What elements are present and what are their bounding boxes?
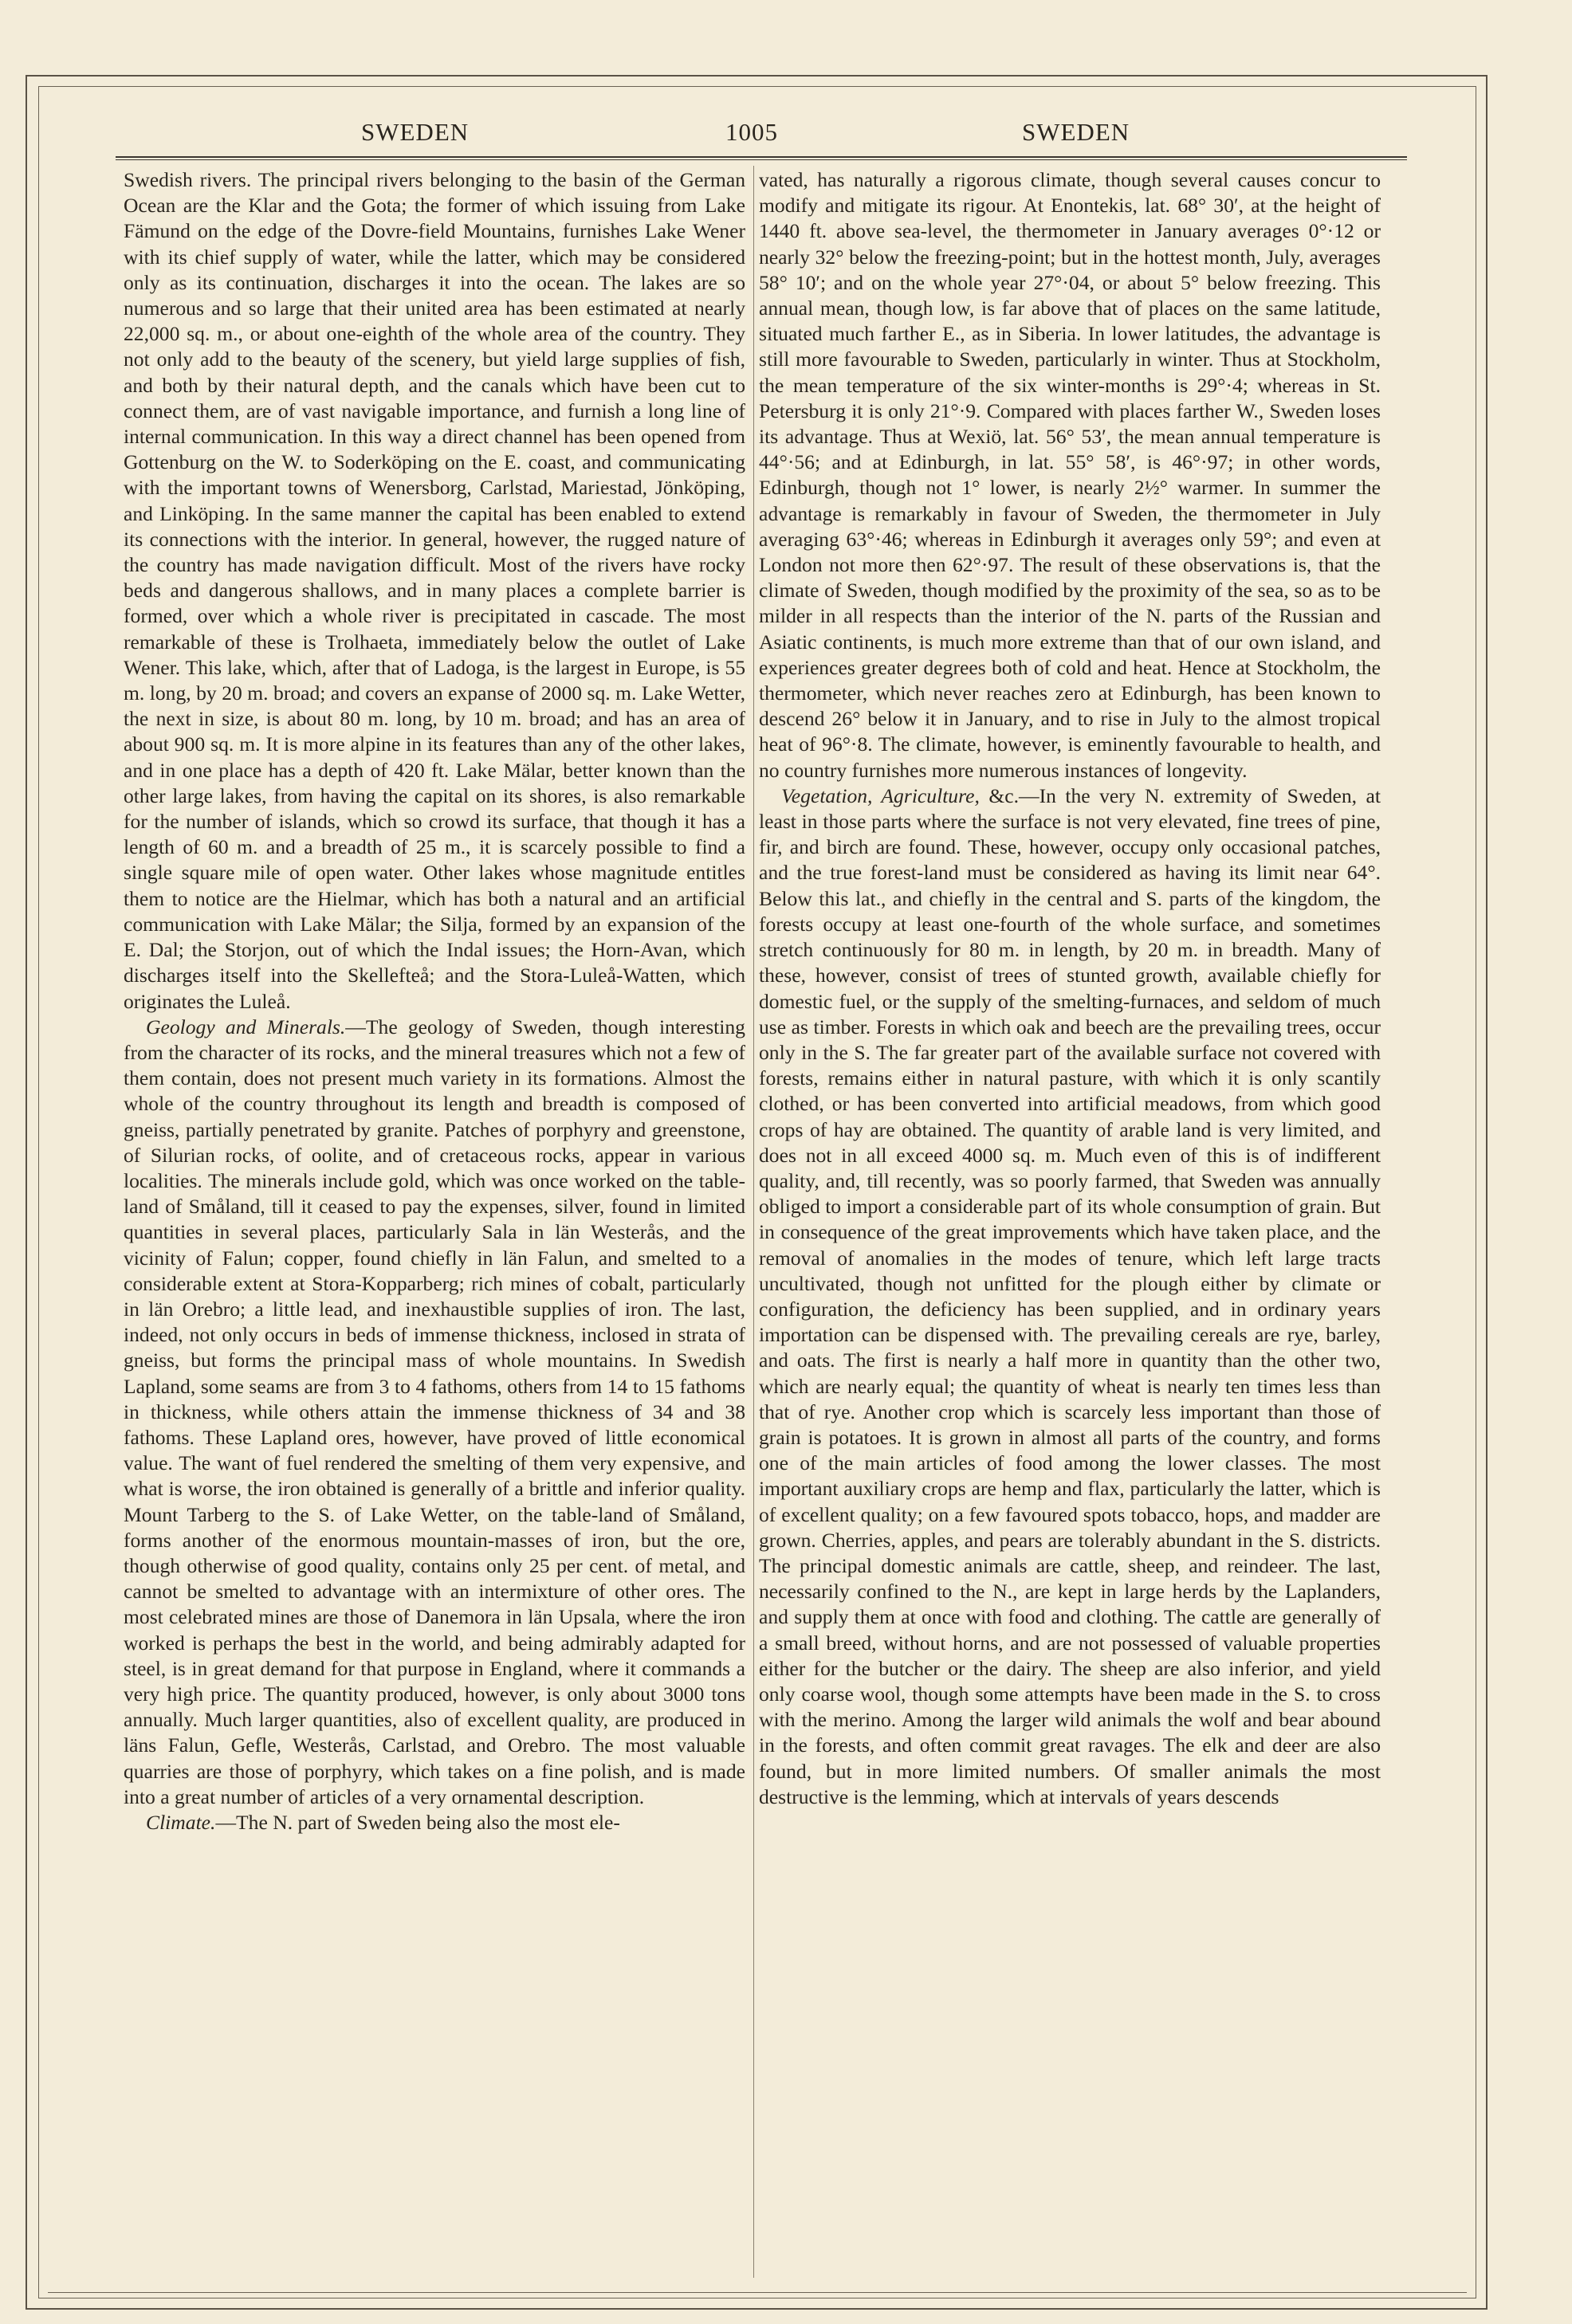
header-rule-thin: [116, 159, 1407, 160]
paragraph-rivers-lakes: Swedish rivers. The principal rivers belonging to the basin of the German Ocean are the Klar and the Gota; the former of which issuing from Lake Fämund on the edge of the Dovre-field Mountains, furnishes Lake Wener with its chief supply of water, while the latter, which may be considered only as its continuation, discharges it into the ocean. The lakes are so numerous and so large that their united area has been estimated at nearly 22,000 sq. m., or about one-eighth of the whole area of the country. They not only add to the beauty of the scenery, but yield large supplies of fish, and both by their natural depth, and the canals which have been cut to connect them, are of vast navigable importance, and furnish a long line of internal communication. In this way a direct channel has been opened from Gottenburg on the W. to Soderköping on the E. coast, and communicating with the important towns of Wenersborg, Carlstad, Mariestad, Jönköping, and Linköping. In the same manner the capital has been enabled to extend its connections with the interior. In general, however, the rugged nature of the country has made navigation difficult. Most of the rivers have rocky beds and dangerous shallows, and in many places a complete barrier is formed, over which a whole river is precipitated in cascade. The most remarkable of these is Trolhaeta, immediately below the outlet of Lake Wener. This lake, which, after that of Ladoga, is the largest in Europe, is 55 m. long, by 20 m. broad; and covers an expanse of 2000 sq. m. Lake Wetter, the next in size, is about 80 m. long, by 10 m. broad; and has an area of about 900 sq. m. It is more alpine in its features than any of the other lakes, and in one place has a depth of 420 ft. Lake Mälar, better known than the other large lakes, from having the capital on its shores, is also remarkable for the number of islands, which so crowd its surface, that though it has a length of 60 m. and a breadth of 25 m., it is scarcely possible to find a single square mile of open water. Other lakes whose magnitude entitles them to notice are the Hielmar, which has both a natural and an artificial communication with Lake Mälar; the Silja, formed by an expansion of the E. Dal; the Storjon, out of which the Indal issues; the Horn-Avan, which discharges itself into the Skellefteå; and the Stora-Luleå-Watten, which originates the Luleå.: [124, 168, 745, 1013]
heading-climate: Climate.: [146, 1811, 216, 1834]
left-column: [124, 167, 745, 1835]
heading-geology: Geology and Minerals.: [146, 1015, 346, 1038]
page-number: 1005: [725, 118, 778, 146]
paragraph-climate: vated, has naturally a rigorous climate, though several causes concur to modify and mitigate its rigour. At Enontekis, lat. 68° 30′, at the height of 1440 ft. above sea-level, the thermometer in January averages 0°·12 or nearly 32° below the freezing-point; but in the hottest month, July, averages 58° 10′; and on the whole year 27°·04, or about 5° below freezing. This annual mean, though low, is far above that of places on the same latitude, situated much farther E., as in Siberia. In lower latitudes, the advantage is still more favourable to Sweden, particularly in winter. Thus at Stockholm, the mean temperature of the six winter-months is 29°·4; whereas in St. Petersburg it is only 21°·9. Compared with places farther W., Sweden loses its advantage. Thus at Wexiö, lat. 56° 53′, the mean annual temperature is 44°·56; and at Edinburgh, in lat. 55° 58′, is 46°·97; in other words, Edinburgh, though not 1° lower, is nearly 2½° warmer. In summer the advantage is remarkably in favour of Sweden, the thermometer in July averaging 63°·46; whereas in Edinburgh it averages only 59°; and even at London not more then 62°·97. The result of these observations is, that the climate of Sweden, though modified by the proximity of the sea, so as to be milder in all respects than the interior of the N. parts of the Russian and Asiatic continents, is much more extreme than that of our own island, and experiences greater degrees both of cold and heat. Hence at Stockholm, the thermometer, which never reaches zero at Edinburgh, has been known to descend 26° below it in January, and to rise in July to the almost tropical heat of 96°·8. The climate, however, is eminently favourable to health, and no country furnishes more numerous instances of longevity.: [759, 168, 1381, 782]
header-left-title: SWEDEN: [361, 118, 470, 146]
column-divider: [753, 166, 754, 2278]
bottom-rule: [48, 2292, 1467, 2293]
header-rule: [116, 156, 1407, 158]
running-header: [116, 118, 1407, 150]
paragraph-vegetation: [759, 783, 1381, 1810]
vegetation-text: &c.—In the very N. extremity of Sweden, at least in those parts where the surface is not very elevated, fine trees of pine, fir, and birch are found. These, however, occupy only occasional patches, and the true forest-land must be considered as having its limit near 64°. Below this lat., and chiefly in the central and S. parts of the kingdom, the forests occupy at least one-fourth of the whole surface, and sometimes stretch continuously for 80 m. in length, by 20 m. in breadth. Many of these, however, consist of trees of stunted growth, available chiefly for domestic fuel, or the supply of the smelting-furnaces, and seldom of much use as timber. Forests in which oak and beech are the prevailing trees, occur only in the S. The far greater part of the available surface not covered with forests, remains either in natural pasture, with which it is only scantily clothed, or has been converted into artificial meadows, from which good crops of hay are obtained. The quantity of arable land is very limited, and does not in all exceed 4000 sq. m. Much even of this is of indifferent quality, and, till recently, was so poorly farmed, that Sweden was annually obliged to import a considerable part of its whole consumption of grain. But in consequence of the great improvements which have taken place, and the removal of anomalies in the modes of tenure, which left large tracts uncultivated, though not unfitted for the plough either by climate or configuration, the deficiency has been supplied, and in ordinary years importation can be dispensed with. The prevailing cereals are rye, barley, and oats. The first is nearly a half more in quantity than the other two, which are nearly equal; the quantity of wheat is nearly ten times less than that of rye. Another crop which is scarcely less important than those of grain is potatoes. It is grown in almost all parts of the country, and forms one of the main articles of food among the lower classes. The most important auxiliary crops are hemp and flax, particularly the latter, which is of excellent quality; on a few favoured spots tobacco, hops, and madder are grown. Cherries, apples, and pears are tolerably abundant in the S. districts. The principal domestic animals are cattle, sheep, and reindeer. The last, necessarily confined to the N., are kept in large herds by the Laplanders, and supply them at once with food and clothing. The cattle are generally of a small breed, without horns, and are not possessed of valuable properties either for the butcher or the dairy. The sheep are also inferior, and yield only coarse wool, though some attempts have been made in the S. to cross with the merino. Among the larger wild animals the wolf and bear abound in the forests, and often commit great ravages. The elk and deer are also found, but in more limited numbers. Of smaller animals the most destructive is the lemming, which at intervals of years descends: [759, 783, 1381, 1808]
climate-text-start: —The N. part of Sweden being also the most ele-: [215, 1811, 620, 1834]
right-column: [759, 167, 1381, 1810]
header-right-title: SWEDEN: [1022, 118, 1130, 146]
geology-text: —The geology of Sweden, though interesting from the character of its rocks, and the mineral treasures which not a few of them contain, does not present much variety in its formations. Almost the whole of the country throughout its length and breadth is composed of gneiss, partially penetrated by granite. Patches of porphyry and greenstone, of Silurian rocks, of oolite, and of cretaceous rocks, appear in various localities. The minerals include gold, which was once worked on the table-land of Småland, till it ceased to pay the expenses, silver, found in limited quantities in several places, particularly Sala in län Westerås, and the vicinity of Falun; copper, found chiefly in län Falun, and smelted to a considerable extent at Stora-Kopparberg; rich mines of cobalt, particularly in län Orebro; a little lead, and inexhaustible supplies of iron. The last, indeed, not only occurs in beds of immense thickness, inclosed in strata of gneiss, but forms the principal mass of whole mountains. In Swedish Lapland, some seams are from 3 to 4 fathoms, others from 14 to 15 fathoms in thickness, while others attain the immense thickness of 34 and 38 fathoms. These Lapland ores, however, have proved of little economical value. The want of fuel rendered the smelting of them very expensive, and what is worse, the iron obtained is generally of a brittle and inferior quality. Mount Tarberg to the S. of Lake Wetter, on the table-land of Småland, forms another of the enormous mountain-masses of iron, but the ore, though otherwise of good quality, contains only 25 per cent. of metal, and cannot be smelted to advantage with an intermixture of other ores. The most celebrated mines are those of Danemora in län Upsala, where the iron worked is perhaps the best in the world, and being admirably adapted for steel, is in great demand for that purpose in England, where it commands a very high price. The quantity produced, however, is only about 3000 tons annually. Much larger quantities, also of excellent quality, are produced in läns Falun, Gefle, Westerås, Carlstad, and Orebro. The most valuable quarries are those of porphyry, which takes on a fine polish, and is made into a great number of articles of a very ornamental description.: [124, 1015, 745, 1808]
paragraph-geology: [124, 1015, 745, 1810]
paragraph-climate-start: [124, 1810, 745, 1835]
heading-vegetation: Vegetation, Agriculture,: [781, 783, 980, 807]
